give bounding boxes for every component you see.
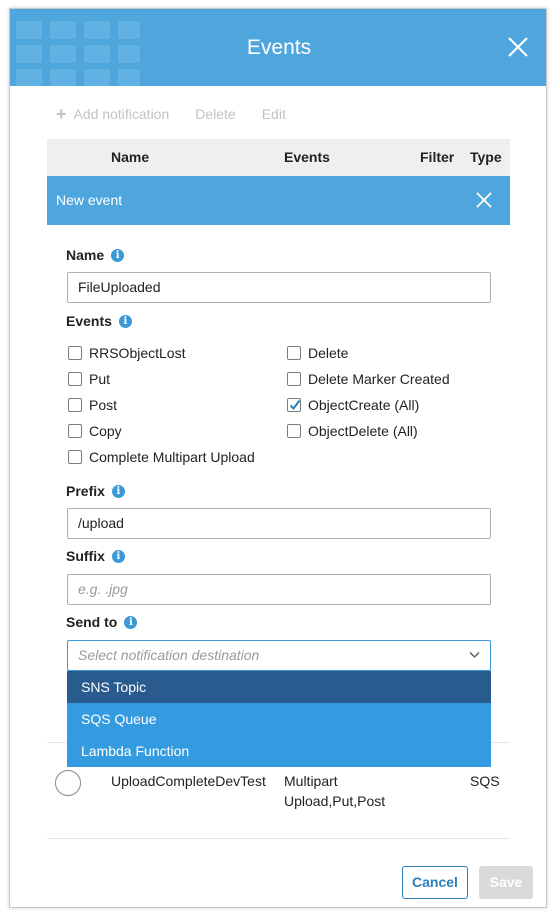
checkbox-label: Post: [89, 397, 118, 413]
checkbox-complete-multipart-upload[interactable]: [68, 449, 255, 465]
toolbar: [56, 104, 312, 124]
checkbox-label: Complete Multipart Upload: [89, 449, 255, 465]
checkbox-label: ObjectCreate (All): [308, 397, 420, 413]
check-icon: [288, 398, 302, 412]
events-label-row: [66, 313, 132, 329]
info-icon[interactable]: i: [119, 315, 132, 328]
delete-label: Delete: [195, 106, 236, 122]
cancel-button[interactable]: Cancel: [402, 866, 468, 899]
checkbox-post[interactable]: [68, 397, 117, 413]
add-notification-label: Add notification: [73, 106, 170, 122]
checkbox-objectcreate-all[interactable]: [287, 397, 419, 413]
name-label-row: [66, 247, 124, 263]
checkbox-label: ObjectDelete (All): [308, 423, 418, 439]
send-to-placeholder: Select notification destination: [78, 647, 260, 663]
info-icon[interactable]: i: [111, 249, 124, 262]
plus-icon: +: [56, 104, 67, 124]
save-button[interactable]: Save: [479, 866, 533, 899]
close-icon[interactable]: [506, 35, 530, 59]
row-radio[interactable]: [55, 770, 81, 796]
checkbox-label: Delete: [308, 345, 349, 361]
checkbox-objectdelete-all[interactable]: [287, 423, 418, 439]
checkbox-box[interactable]: [68, 372, 82, 386]
send-to-label-row: [66, 614, 137, 630]
checkbox-label: Delete Marker Created: [308, 371, 450, 387]
suffix-label: Suffix: [66, 548, 105, 564]
checkbox-box[interactable]: [287, 372, 301, 386]
row-events-line1: Multipart: [284, 773, 338, 789]
checkbox-rrsobjectlost[interactable]: [68, 345, 185, 361]
send-to-label: Send to: [66, 614, 118, 630]
checkbox-box[interactable]: [287, 424, 301, 438]
checkbox-box[interactable]: [68, 398, 82, 412]
suffix-label-row: [66, 548, 125, 564]
suffix-input[interactable]: e.g. .jpg: [67, 574, 491, 605]
new-event-bar: [47, 176, 510, 225]
checkbox-delete-marker-created[interactable]: [287, 371, 450, 387]
checkbox-label: RRSObjectLost: [89, 345, 186, 361]
option-sqs-queue[interactable]: SQS Queue: [81, 711, 157, 727]
name-input[interactable]: FileUploaded: [67, 272, 491, 303]
column-header-name[interactable]: Name: [111, 149, 150, 165]
prefix-label-row: [66, 483, 125, 499]
send-to-select[interactable]: [67, 640, 491, 671]
edit-label: Edit: [261, 106, 286, 122]
checkbox-put[interactable]: [68, 371, 110, 387]
checkbox-box[interactable]: [68, 346, 82, 360]
info-icon[interactable]: i: [112, 550, 125, 563]
edit-button[interactable]: [262, 106, 286, 122]
prefix-label: Prefix: [66, 483, 105, 499]
name-label: Name: [66, 247, 105, 263]
checkbox-label: Copy: [89, 423, 122, 439]
checkbox-label: Put: [89, 371, 111, 387]
checkbox-box-checked[interactable]: [287, 398, 301, 412]
column-header-filter[interactable]: Filter: [420, 149, 455, 165]
row-events-line2: Upload,Put,Post: [284, 793, 386, 809]
checkbox-delete[interactable]: [287, 345, 348, 361]
info-icon[interactable]: i: [112, 485, 125, 498]
checkbox-box[interactable]: [68, 424, 82, 438]
info-icon[interactable]: i: [124, 616, 137, 629]
row-name: UploadCompleteDevTest: [111, 773, 266, 789]
add-notification-button[interactable]: [56, 105, 169, 123]
checkbox-box[interactable]: [68, 450, 82, 464]
chevron-down-icon: [469, 651, 480, 659]
close-new-event-icon[interactable]: [475, 191, 493, 209]
delete-button[interactable]: [195, 106, 235, 122]
dialog-title: Events: [246, 36, 312, 59]
events-dialog: [9, 8, 547, 908]
row-divider: [47, 838, 510, 839]
events-label: Events: [66, 313, 112, 329]
option-sns-topic[interactable]: SNS Topic: [67, 671, 491, 703]
column-header-events[interactable]: Events: [284, 149, 330, 165]
column-header-type[interactable]: Type: [470, 149, 502, 165]
option-lambda-function[interactable]: Lambda Function: [81, 743, 190, 759]
table-header: [47, 139, 510, 176]
prefix-input[interactable]: /upload: [67, 508, 491, 539]
new-event-title: New event: [56, 192, 123, 208]
dialog-header: [10, 9, 547, 86]
checkbox-copy[interactable]: [68, 423, 122, 439]
row-type: SQS: [470, 773, 500, 789]
send-to-dropdown: [67, 671, 491, 767]
checkbox-box[interactable]: [287, 346, 301, 360]
